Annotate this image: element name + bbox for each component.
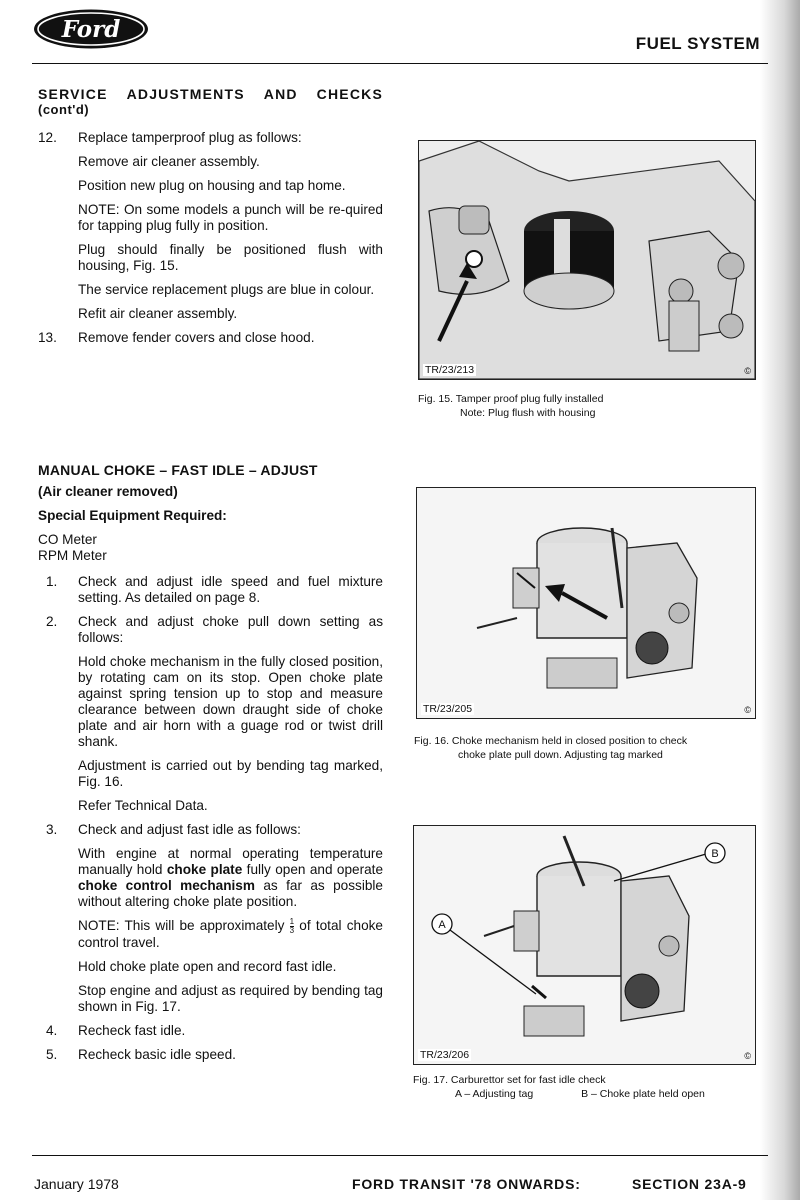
footer-date: January 1978 <box>34 1176 119 1192</box>
step-text: Check and adjust idle speed and fuel mixture setting. As detailed on page 8. <box>78 574 383 605</box>
ford-logo <box>32 8 150 50</box>
step-paragraph: Position new plug on housing and tap home. <box>78 178 346 193</box>
figure-16 <box>416 487 756 719</box>
note-paragraph: NOTE: This will be approximately $\frac{1}{3}$ of total choke control travel. <box>78 917 383 950</box>
step-text: Recheck fast idle. <box>78 1023 186 1038</box>
step-5 <box>38 1047 383 1063</box>
step-paragraph: Refer Technical Data. <box>78 798 208 813</box>
step-13 <box>38 330 383 346</box>
note-paragraph: NOTE: On some models a punch will be re-quired for tapping plug fully in position. <box>78 202 383 233</box>
step-paragraph: Hold choke mechanism in the fully closed position, by rotating cam on its stop. Open choke plate against spring tension up to stop and measure clearance between down draught side of choke plate and air horn with a guage rod or twist drill shank. <box>78 654 383 749</box>
header-rule <box>32 63 768 64</box>
figure-16-caption: Fig. 16. Choke mechanism held in closed position to check choke plate pull down. Adjusting tag marked <box>414 735 688 761</box>
step-4 <box>38 1023 383 1039</box>
step-number: 2. <box>46 614 58 629</box>
section-subheading: (cont'd) <box>38 102 90 117</box>
legend-b: B – Choke plate held open <box>581 1088 705 1100</box>
procedure-subheading: (Air cleaner removed) <box>38 484 178 499</box>
step-2 <box>38 614 383 646</box>
callout-a: A <box>438 919 446 931</box>
step-text: Check and adjust choke pull down setting as follows: <box>78 614 383 645</box>
step-number: 5. <box>46 1047 58 1062</box>
footer-rule <box>32 1155 768 1156</box>
equipment-item: RPM Meter <box>38 548 107 563</box>
step-paragraph: With engine at normal operating temperature manually hold choke plate fully open and operate choke control mechanism as far as possible without altering choke plate position. <box>78 846 384 909</box>
step-number: 1. <box>46 574 58 589</box>
figure-15-caption: Fig. 15. Tamper proof plug fully installed Note: Plug flush with housing <box>418 393 604 419</box>
equipment-heading: Special Equipment Required: <box>38 508 227 523</box>
step-number: 4. <box>46 1023 58 1038</box>
figure-reference: TR/23/205 <box>423 703 473 715</box>
procedure-heading: MANUAL CHOKE – FAST IDLE – ADJUST <box>38 462 318 478</box>
copyright-mark: © <box>744 705 751 715</box>
step-paragraph: Remove air cleaner assembly. <box>78 154 260 169</box>
fig15-illustration <box>419 141 755 379</box>
svg-text:Ford: Ford <box>61 16 121 43</box>
step-paragraph: Stop engine and adjust as required by bending tag shown in Fig. 17. <box>78 983 383 1014</box>
step-text: Check and adjust fast idle as follows: <box>78 822 301 837</box>
legend-a: A – Adjusting tag <box>455 1088 534 1100</box>
step-text: Replace tamperproof plug as follows: <box>78 130 302 145</box>
equipment-item: CO Meter <box>38 532 97 547</box>
step-paragraph: The service replacement plugs are blue in colour. <box>78 282 375 297</box>
step-number: 12. <box>38 130 57 145</box>
fig17-illustration <box>414 826 755 1064</box>
figure-reference: TR/23/213 <box>425 364 475 376</box>
step-1 <box>38 574 383 606</box>
figure-17 <box>413 825 756 1065</box>
callout-b: B <box>711 848 719 860</box>
step-paragraph: Adjustment is carried out by bending tag marked, Fig. 16. <box>78 758 383 789</box>
spacer <box>38 354 383 462</box>
step-paragraph: Refit air cleaner assembly. <box>78 306 238 321</box>
step-3 <box>38 822 383 838</box>
fraction: $\frac{1}{3}$ <box>289 917 295 935</box>
step-text: Recheck basic idle speed. <box>78 1047 236 1062</box>
footer-publication: FORD TRANSIT '78 ONWARDS: <box>352 1176 581 1192</box>
section-heading: SERVICE ADJUSTMENTS AND CHECKS <box>38 86 383 102</box>
step-number: 13. <box>38 330 57 345</box>
step-text: Remove fender covers and close hood. <box>78 330 315 345</box>
page-edge-shadow <box>760 0 800 1200</box>
footer-section: SECTION 23A-9 <box>632 1176 747 1192</box>
copyright-mark: © <box>744 1051 751 1061</box>
figure-reference: TR/23/206 <box>420 1049 470 1061</box>
step-number: 3. <box>46 822 58 837</box>
copyright-mark: © <box>744 366 751 376</box>
figure-15 <box>418 140 756 380</box>
step-paragraph: Plug should finally be positioned flush with housing, Fig. 15. <box>78 242 383 273</box>
figure-17-caption: Fig. 17. Carburettor set for fast idle check A – Adjusting tag B – Choke plate held open <box>413 1074 705 1100</box>
step-12 <box>38 130 383 146</box>
left-column <box>38 86 383 1071</box>
step-paragraph: Hold choke plate open and record fast idle. <box>78 959 337 974</box>
running-head: FUEL SYSTEM <box>635 34 760 53</box>
fig16-illustration <box>417 488 755 718</box>
